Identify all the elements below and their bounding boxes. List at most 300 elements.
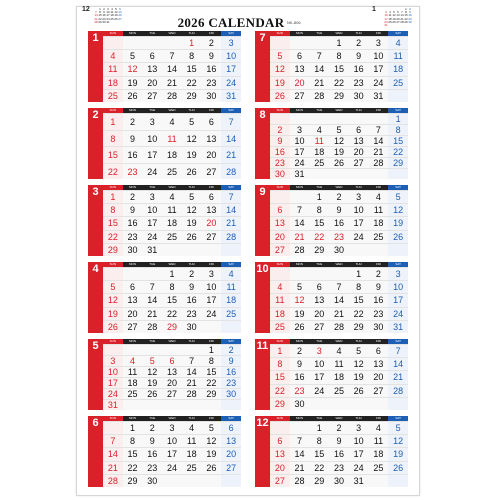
day-cell: 5 [329,124,349,135]
day-cell: 29 [329,89,349,102]
day-cell: 25 [221,307,241,320]
mini-day: 12 [114,10,118,15]
day-cell: 16 [182,293,202,306]
weekday-header: SUN [270,31,290,36]
day-cell: 28 [329,320,349,333]
weekday-header: TUE [142,185,162,190]
day-cell: 14 [290,216,310,229]
day-cell: 8 [182,49,202,62]
day-cell: 19 [388,447,408,460]
month-number: 2 [88,108,103,179]
day-cell [103,36,123,49]
day-cell [182,399,202,410]
day-cell: 21 [369,146,389,157]
month-number: 1 [88,31,103,102]
day-cell: 13 [221,434,241,447]
weekday-header: SAT [221,262,241,267]
month-block-2 [88,108,241,179]
day-cell: 21 [221,216,241,229]
day-cell: 7 [182,355,202,366]
day-cell: 6 [369,344,389,357]
mini-day: 1 [99,7,101,11]
day-cell: 2 [123,113,143,130]
mini-day: 17 [384,16,388,21]
day-cell: 4 [221,267,241,280]
day-cell: 12 [142,366,162,377]
weekday-header: FRI [202,339,222,344]
day-cell [270,36,290,49]
mini-next-grid [384,8,412,27]
day-cell: 22 [202,377,222,388]
day-cell: 3 [103,355,123,366]
day-cell: 18 [123,377,143,388]
weekday-header: THU [349,339,369,344]
weekday-header: SUN [103,262,123,267]
day-cell: 16 [369,293,389,306]
day-cell: 16 [349,62,369,75]
day-cell: 4 [103,49,123,62]
day-cell: 12 [103,293,123,306]
mini-day: 3 [385,10,387,15]
day-cell [349,113,369,124]
day-cell: 13 [270,447,290,460]
mini-day: 24 [106,16,110,21]
day-cell: 27 [290,89,310,102]
mini-day: 26 [114,16,118,21]
day-cell: 11 [309,135,329,146]
month-number: 6 [88,416,103,487]
day-cell [309,36,329,49]
day-cell: 2 [270,124,290,135]
weekday-header: TUE [142,31,162,36]
weekday-header: SUN [270,108,290,113]
day-cell: 30 [369,320,389,333]
day-cell [349,397,369,410]
day-cell: 10 [290,135,310,146]
mini-day: 4 [389,10,391,15]
day-cell: 25 [123,388,143,399]
day-cell [123,344,143,355]
day-cell: 13 [270,216,290,229]
day-cell: 2 [329,190,349,203]
month-number: 4 [88,262,103,333]
day-cell: 15 [349,293,369,306]
mini-day: 22 [404,16,408,21]
weekday-header: SAT [221,31,241,36]
day-cell: 2 [123,190,143,203]
day-cell: 31 [103,399,123,410]
month-number: 11 [255,339,270,410]
mini-day: 12 [392,13,396,18]
day-cell: 23 [123,163,143,180]
day-cell [388,243,408,256]
day-cell: 26 [103,320,123,333]
weekday-header: THU [349,31,369,36]
day-cell: 6 [290,49,310,62]
mini-day: 14 [400,13,404,18]
month-grid [270,185,408,256]
page-title: 2026 CALENDAR [177,15,285,30]
weekday-header: SUN [270,262,290,267]
day-cell: 19 [182,216,202,229]
day-cell: 18 [162,216,182,229]
day-cell: 21 [329,307,349,320]
weekday-header: TUE [309,31,329,36]
mini-day: 29 [98,19,102,24]
month-grid [270,108,408,179]
mini-day: 7 [95,10,97,15]
weekday-header: FRI [369,108,389,113]
mini-day: 29 [404,19,408,24]
day-cell: 19 [142,377,162,388]
day-cell [329,397,349,410]
day-cell: 17 [202,293,222,306]
day-cell: 25 [270,320,290,333]
month-block-6 [88,416,241,487]
day-cell: 24 [388,307,408,320]
day-cell: 25 [369,461,389,474]
day-cell [388,89,408,102]
day-cell: 24 [162,461,182,474]
day-cell [162,243,182,256]
day-cell: 8 [162,280,182,293]
day-cell: 7 [142,280,162,293]
day-cell: 29 [270,397,290,410]
day-cell: 14 [329,293,349,306]
day-cell: 10 [162,434,182,447]
day-cell: 20 [349,146,369,157]
month-number: 10 [255,262,270,333]
month-grid [103,108,241,179]
weekday-header: FRI [202,416,222,421]
mini-day: 23 [408,16,412,21]
weekday-header: FRI [369,185,389,190]
day-cell: 26 [388,230,408,243]
day-cell: 21 [309,76,329,89]
day-cell: 16 [329,216,349,229]
day-cell: 11 [123,366,143,377]
day-cell: 30 [270,168,290,179]
day-cell: 24 [349,461,369,474]
day-cell [329,168,349,179]
day-cell: 25 [103,89,123,102]
day-cell: 31 [142,243,162,256]
day-cell: 29 [202,388,222,399]
day-cell: 1 [182,36,202,49]
day-cell [123,399,143,410]
day-cell: 9 [329,434,349,447]
day-cell: 7 [329,280,349,293]
weekday-header: TUE [309,416,329,421]
weekday-header: TUE [142,416,162,421]
mini-day: 10 [106,10,110,15]
day-cell: 16 [221,366,241,377]
day-cell: 28 [290,474,310,487]
day-cell: 5 [290,280,310,293]
weekday-header: SUN [270,339,290,344]
mini-day: 15 [404,13,408,18]
day-cell: 25 [309,157,329,168]
day-cell: 4 [162,113,182,130]
day-cell: 19 [202,447,222,460]
day-cell [221,474,241,487]
day-cell: 18 [388,62,408,75]
day-cell: 15 [123,447,143,460]
weekday-header: MON [290,416,310,421]
mini-day: 17 [106,13,110,18]
month-number: 7 [255,31,270,102]
day-cell: 6 [123,280,143,293]
day-cell [290,421,310,434]
day-cell: 23 [221,377,241,388]
day-cell: 30 [329,243,349,256]
day-cell: 31 [388,320,408,333]
day-cell: 29 [388,157,408,168]
day-cell: 18 [270,307,290,320]
day-cell: 8 [309,203,329,216]
mini-day: 28 [400,19,404,24]
day-cell: 1 [309,421,329,434]
day-cell: 26 [123,89,143,102]
weekday-header: SAT [221,185,241,190]
day-cell: 22 [182,76,202,89]
day-cell: 1 [309,190,329,203]
day-cell: 29 [349,320,369,333]
day-cell: 19 [270,76,290,89]
day-cell: 2 [349,36,369,49]
month-block-1 [88,31,241,102]
day-cell: 28 [221,230,241,243]
day-cell: 24 [369,76,389,89]
day-cell: 7 [309,49,329,62]
day-cell: 13 [309,293,329,306]
day-cell: 20 [290,76,310,89]
day-cell: 9 [270,135,290,146]
day-cell: 4 [369,190,389,203]
mini-calendar-next [372,8,416,30]
weekday-header: FRI [202,185,222,190]
weekday-header: WED [162,185,182,190]
day-cell: 28 [290,243,310,256]
day-cell: 5 [270,49,290,62]
weekday-header: TUE [309,339,329,344]
weekday-header: MON [123,262,143,267]
day-cell: 5 [182,190,202,203]
weekday-header: WED [329,416,349,421]
day-cell: 3 [369,36,389,49]
day-cell: 3 [349,190,369,203]
mini-day: 21 [94,16,98,21]
mini-day: 16 [408,13,412,18]
day-cell: 20 [270,230,290,243]
day-cell [162,474,182,487]
day-cell: 13 [162,366,182,377]
day-cell [182,474,202,487]
day-cell: 18 [309,146,329,157]
day-cell: 29 [123,474,143,487]
day-cell: 10 [349,203,369,216]
day-cell: 27 [270,474,290,487]
weekday-header: FRI [369,339,389,344]
day-cell [202,243,222,256]
day-cell: 3 [142,190,162,203]
day-cell: 11 [329,357,349,370]
day-cell: 3 [309,344,329,357]
day-cell: 13 [202,130,222,147]
month-grid [103,339,241,410]
day-cell: 7 [290,203,310,216]
day-cell: 15 [270,370,290,383]
day-cell: 23 [270,157,290,168]
day-cell: 5 [182,113,202,130]
mini-day: 18 [110,13,114,18]
month-number: 9 [255,185,270,256]
day-cell: 29 [309,243,329,256]
weekday-header: THU [349,108,369,113]
day-cell: 19 [388,216,408,229]
mini-day: 8 [405,10,407,15]
day-cell: 15 [309,216,329,229]
day-cell: 14 [290,447,310,460]
day-cell: 16 [123,216,143,229]
day-cell: 1 [349,267,369,280]
day-cell [309,267,329,280]
month-grid [103,31,241,102]
day-cell: 26 [182,230,202,243]
day-cell: 25 [369,230,389,243]
mini-day: 31 [384,22,388,27]
month-grid [103,262,241,333]
day-cell: 6 [270,203,290,216]
weekday-header: SAT [388,31,408,36]
day-cell: 26 [349,384,369,397]
day-cell: 14 [369,135,389,146]
day-cell: 24 [142,163,162,180]
day-cell [202,399,222,410]
day-cell: 21 [142,307,162,320]
day-cell: 5 [388,190,408,203]
day-cell: 30 [221,388,241,399]
day-cell: 19 [123,76,143,89]
day-cell: 9 [290,357,310,370]
mini-day: 30 [102,19,106,24]
day-cell: 12 [270,62,290,75]
mini-day: 9 [409,10,411,15]
day-cell [142,399,162,410]
day-cell: 12 [290,293,310,306]
weekday-header: THU [349,185,369,190]
day-cell [162,399,182,410]
day-cell: 14 [221,203,241,216]
day-cell: 3 [142,113,162,130]
month-number: 8 [255,108,270,179]
day-cell: 19 [103,307,123,320]
day-cell [369,243,389,256]
weekday-header: THU [349,262,369,267]
weekday-header: WED [162,416,182,421]
day-cell [369,474,389,487]
day-cell [369,397,389,410]
weekday-header: WED [329,262,349,267]
day-cell: 30 [329,474,349,487]
calendar-header [76,6,418,30]
weekday-header: THU [182,262,202,267]
day-cell: 17 [349,447,369,460]
day-cell: 14 [103,447,123,460]
day-cell: 23 [142,461,162,474]
day-cell: 22 [103,230,123,243]
day-cell: 21 [388,370,408,383]
day-cell: 11 [182,434,202,447]
day-cell: 14 [388,357,408,370]
day-cell: 13 [142,62,162,75]
day-cell: 11 [270,293,290,306]
day-cell: 15 [103,216,123,229]
day-cell: 23 [329,461,349,474]
weekday-header: SUN [103,108,123,113]
weekday-header: SAT [221,339,241,344]
day-cell: 20 [123,307,143,320]
day-cell: 14 [162,62,182,75]
weekday-header: MON [290,262,310,267]
weekday-header: FRI [202,262,222,267]
weekday-header: TUE [309,185,329,190]
day-cell: 21 [290,230,310,243]
day-cell: 22 [270,384,290,397]
mini-prev-month: 12 [82,6,90,13]
day-cell: 18 [369,447,389,460]
mini-day: 24 [384,19,388,24]
day-cell: 17 [388,293,408,306]
weekday-header: WED [329,185,349,190]
mini-day: 16 [102,13,106,18]
day-cell: 25 [388,76,408,89]
day-cell: 2 [142,421,162,434]
day-cell: 9 [369,280,389,293]
weekday-header: WED [162,31,182,36]
day-cell: 24 [290,157,310,168]
day-cell: 1 [202,344,222,355]
day-cell: 29 [162,320,182,333]
day-cell: 30 [182,320,202,333]
day-cell: 17 [162,447,182,460]
day-cell: 4 [123,355,143,366]
day-cell: 2 [221,344,241,355]
day-cell [123,36,143,49]
day-cell: 12 [388,203,408,216]
day-cell: 21 [103,461,123,474]
month-grid [270,31,408,102]
day-cell [369,168,389,179]
mini-day: 31 [106,19,110,24]
day-cell: 31 [290,168,310,179]
day-cell: 12 [182,203,202,216]
day-cell [103,267,123,280]
weekday-header: THU [182,185,202,190]
day-cell: 7 [388,344,408,357]
day-cell: 11 [103,62,123,75]
day-cell: 26 [202,461,222,474]
day-cell: 29 [103,243,123,256]
day-cell: 11 [388,49,408,62]
day-cell [270,267,290,280]
day-cell: 16 [270,146,290,157]
mini-day: 19 [114,13,118,18]
day-cell: 14 [142,293,162,306]
day-cell: 2 [290,344,310,357]
day-cell: 22 [309,230,329,243]
day-cell: 20 [142,76,162,89]
